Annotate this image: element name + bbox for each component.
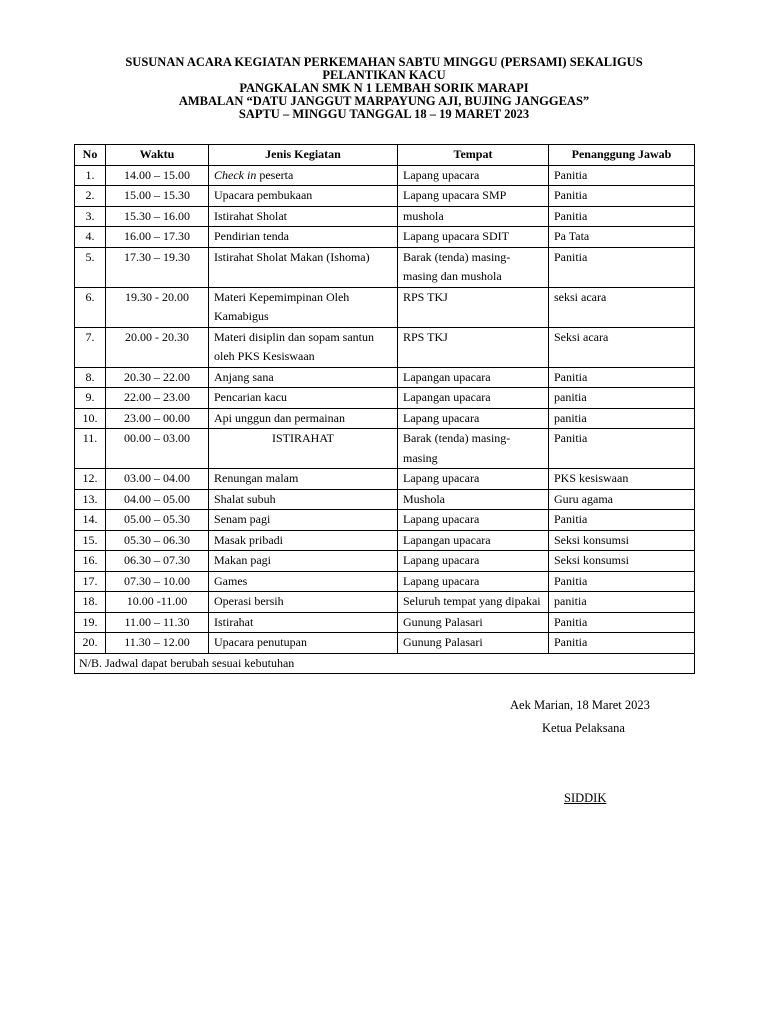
cell-jenis-kegiatan-text: peserta <box>256 167 294 182</box>
cell-penanggung-jawab: Panitia <box>549 165 695 186</box>
cell-waktu: 11.30 – 12.00 <box>106 633 209 654</box>
cell-tempat: mushola <box>398 206 549 227</box>
cell-waktu: 07.30 – 10.00 <box>106 571 209 592</box>
cell-penanggung-jawab: Panitia <box>549 633 695 654</box>
cell-no: 20. <box>75 633 106 654</box>
document-title <box>0 56 768 121</box>
header-tempat: Tempat <box>398 145 549 166</box>
cell-jenis-kegiatan: Materi disiplin dan sopam santun oleh PKS Kesiswaan <box>209 327 398 367</box>
cell-no: 17. <box>75 571 106 592</box>
title-line-4: AMBALAN “DATU JANGGUT MARPAYUNG AJI, BUJING JANGGEAS” <box>178 94 590 108</box>
cell-no: 15. <box>75 530 106 551</box>
cell-tempat: Mushola <box>398 489 549 510</box>
table-row <box>75 165 695 186</box>
table-header-row <box>75 145 695 166</box>
cell-no: 11. <box>75 429 106 469</box>
cell-penanggung-jawab: panitia <box>549 388 695 409</box>
cell-tempat: Barak (tenda) masing-masing <box>398 429 549 469</box>
cell-jenis-kegiatan-italic: Check in <box>214 167 257 182</box>
cell-penanggung-jawab: panitia <box>549 592 695 613</box>
cell-tempat: Lapang upacara <box>398 165 549 186</box>
cell-tempat: Lapang upacara <box>398 551 549 572</box>
cell-tempat: Lapang upacara <box>398 408 549 429</box>
cell-tempat: Lapang upacara <box>398 510 549 531</box>
cell-no: 12. <box>75 469 106 490</box>
header-waktu: Waktu <box>106 145 209 166</box>
cell-waktu: 10.00 -11.00 <box>106 592 209 613</box>
cell-no: 8. <box>75 367 106 388</box>
cell-tempat: Lapangan upacara <box>398 388 549 409</box>
cell-tempat: Lapangan upacara <box>398 530 549 551</box>
schedule-table <box>74 144 695 674</box>
cell-tempat: RPS TKJ <box>398 287 549 327</box>
cell-jenis-kegiatan: Games <box>209 571 398 592</box>
title-line-2: PELANTIKAN KACU <box>322 68 446 82</box>
cell-jenis-kegiatan: Istirahat <box>209 612 398 633</box>
cell-no: 1. <box>75 165 106 186</box>
table-row <box>75 551 695 572</box>
cell-no: 19. <box>75 612 106 633</box>
cell-tempat: Lapang upacara <box>398 469 549 490</box>
cell-waktu: 15.30 – 16.00 <box>106 206 209 227</box>
cell-jenis-kegiatan: Upacara penutupan <box>209 633 398 654</box>
title-line-5: SAPTU – MINGGU TANGGAL 18 – 19 MARET 2023 <box>238 107 530 121</box>
cell-jenis-kegiatan: Renungan malam <box>209 469 398 490</box>
cell-no: 10. <box>75 408 106 429</box>
table-row <box>75 469 695 490</box>
cell-tempat: RPS TKJ <box>398 327 549 367</box>
cell-jenis-kegiatan: Istirahat Sholat Makan (Ishoma) <box>209 247 398 287</box>
cell-penanggung-jawab: Pa Tata <box>549 227 695 248</box>
cell-waktu: 16.00 – 17.30 <box>106 227 209 248</box>
table-row <box>75 287 695 327</box>
table-row <box>75 530 695 551</box>
table-row <box>75 510 695 531</box>
cell-no: 14. <box>75 510 106 531</box>
cell-tempat: Gunung Palasari <box>398 633 549 654</box>
cell-no: 9. <box>75 388 106 409</box>
cell-jenis-kegiatan: Anjang sana <box>209 367 398 388</box>
cell-no: 6. <box>75 287 106 327</box>
cell-jenis-kegiatan: Masak pribadi <box>209 530 398 551</box>
cell-no: 3. <box>75 206 106 227</box>
cell-tempat: Lapang upacara SMP <box>398 186 549 207</box>
cell-waktu: 14.00 – 15.00 <box>106 165 209 186</box>
table-row <box>75 408 695 429</box>
cell-no: 5. <box>75 247 106 287</box>
table-row <box>75 206 695 227</box>
cell-jenis-kegiatan: Api unggun dan permainan <box>209 408 398 429</box>
cell-jenis-kegiatan: Upacara pembukaan <box>209 186 398 207</box>
cell-jenis-kegiatan: Pencarian kacu <box>209 388 398 409</box>
cell-jenis-kegiatan: Operasi bersih <box>209 592 398 613</box>
cell-tempat: Lapangan upacara <box>398 367 549 388</box>
cell-tempat: Lapang upacara <box>398 571 549 592</box>
signature-role: Ketua Pelaksana <box>542 721 625 735</box>
cell-waktu: 23.00 – 00.00 <box>106 408 209 429</box>
table-row <box>75 571 695 592</box>
header-no: No <box>75 145 106 166</box>
cell-waktu: 05.30 – 06.30 <box>106 530 209 551</box>
cell-waktu: 22.00 – 23.00 <box>106 388 209 409</box>
cell-penanggung-jawab: Seksi konsumsi <box>549 530 695 551</box>
cell-jenis-kegiatan: ISTIRAHAT <box>209 429 398 469</box>
cell-no: 16. <box>75 551 106 572</box>
cell-no: 4. <box>75 227 106 248</box>
cell-penanggung-jawab: Panitia <box>549 571 695 592</box>
cell-waktu: 05.00 – 05.30 <box>106 510 209 531</box>
cell-no: 13. <box>75 489 106 510</box>
schedule-note: N/B. Jadwal dapat berubah sesuai kebutuhan <box>75 653 695 674</box>
cell-waktu: 20.30 – 22.00 <box>106 367 209 388</box>
table-row <box>75 633 695 654</box>
cell-jenis-kegiatan: Senam pagi <box>209 510 398 531</box>
cell-jenis-kegiatan: Istirahat Sholat <box>209 206 398 227</box>
header-jenis-kegiatan: Jenis Kegiatan <box>209 145 398 166</box>
cell-penanggung-jawab: seksi acara <box>549 287 695 327</box>
cell-no: 7. <box>75 327 106 367</box>
table-row <box>75 429 695 469</box>
cell-penanggung-jawab: Panitia <box>549 612 695 633</box>
cell-waktu: 17.30 – 19.30 <box>106 247 209 287</box>
cell-penanggung-jawab: Seksi konsumsi <box>549 551 695 572</box>
cell-tempat: Gunung Palasari <box>398 612 549 633</box>
cell-penanggung-jawab: Seksi acara <box>549 327 695 367</box>
table-row <box>75 592 695 613</box>
cell-no: 2. <box>75 186 106 207</box>
cell-penanggung-jawab: Panitia <box>549 247 695 287</box>
cell-waktu: 06.30 – 07.30 <box>106 551 209 572</box>
cell-penanggung-jawab: Panitia <box>549 186 695 207</box>
title-line-3: PANGKALAN SMK N 1 LEMBAH SORIK MARAPI <box>239 81 529 95</box>
cell-waktu: 11.00 – 11.30 <box>106 612 209 633</box>
cell-jenis-kegiatan <box>209 165 398 186</box>
cell-penanggung-jawab: Guru agama <box>549 489 695 510</box>
signature-place-date: Aek Marian, 18 Maret 2023 <box>510 698 650 712</box>
cell-penanggung-jawab: panitia <box>549 408 695 429</box>
signature-name: SIDDIK <box>564 791 607 805</box>
table-row <box>75 327 695 367</box>
cell-penanggung-jawab: Panitia <box>549 510 695 531</box>
table-row <box>75 227 695 248</box>
table-row <box>75 388 695 409</box>
cell-waktu: 15.00 – 15.30 <box>106 186 209 207</box>
cell-jenis-kegiatan: Materi Kepemimpinan Oleh Kamabigus <box>209 287 398 327</box>
cell-jenis-kegiatan: Pendirian tenda <box>209 227 398 248</box>
title-line-1: SUSUNAN ACARA KEGIATAN PERKEMAHAN SABTU MINGGU (PERSAMI) SEKALIGUS <box>125 55 643 69</box>
cell-waktu: 19.30 - 20.00 <box>106 287 209 327</box>
cell-no: 18. <box>75 592 106 613</box>
cell-waktu: 03.00 – 04.00 <box>106 469 209 490</box>
cell-jenis-kegiatan: Makan pagi <box>209 551 398 572</box>
cell-waktu: 04.00 – 05.00 <box>106 489 209 510</box>
note-row <box>75 653 695 674</box>
cell-tempat: Barak (tenda) masing-masing dan mushola <box>398 247 549 287</box>
table-row <box>75 186 695 207</box>
table-row <box>75 489 695 510</box>
cell-waktu: 20.00 - 20.30 <box>106 327 209 367</box>
cell-penanggung-jawab: PKS kesiswaan <box>549 469 695 490</box>
table-row <box>75 367 695 388</box>
cell-tempat: Seluruh tempat yang dipakai <box>398 592 549 613</box>
cell-penanggung-jawab: Panitia <box>549 367 695 388</box>
cell-tempat: Lapang upacara SDIT <box>398 227 549 248</box>
cell-jenis-kegiatan: Shalat subuh <box>209 489 398 510</box>
cell-waktu: 00.00 – 03.00 <box>106 429 209 469</box>
cell-penanggung-jawab: Panitia <box>549 429 695 469</box>
table-row <box>75 612 695 633</box>
table-row <box>75 247 695 287</box>
cell-penanggung-jawab: Panitia <box>549 206 695 227</box>
header-penanggung-jawab: Penanggung Jawab <box>549 145 695 166</box>
